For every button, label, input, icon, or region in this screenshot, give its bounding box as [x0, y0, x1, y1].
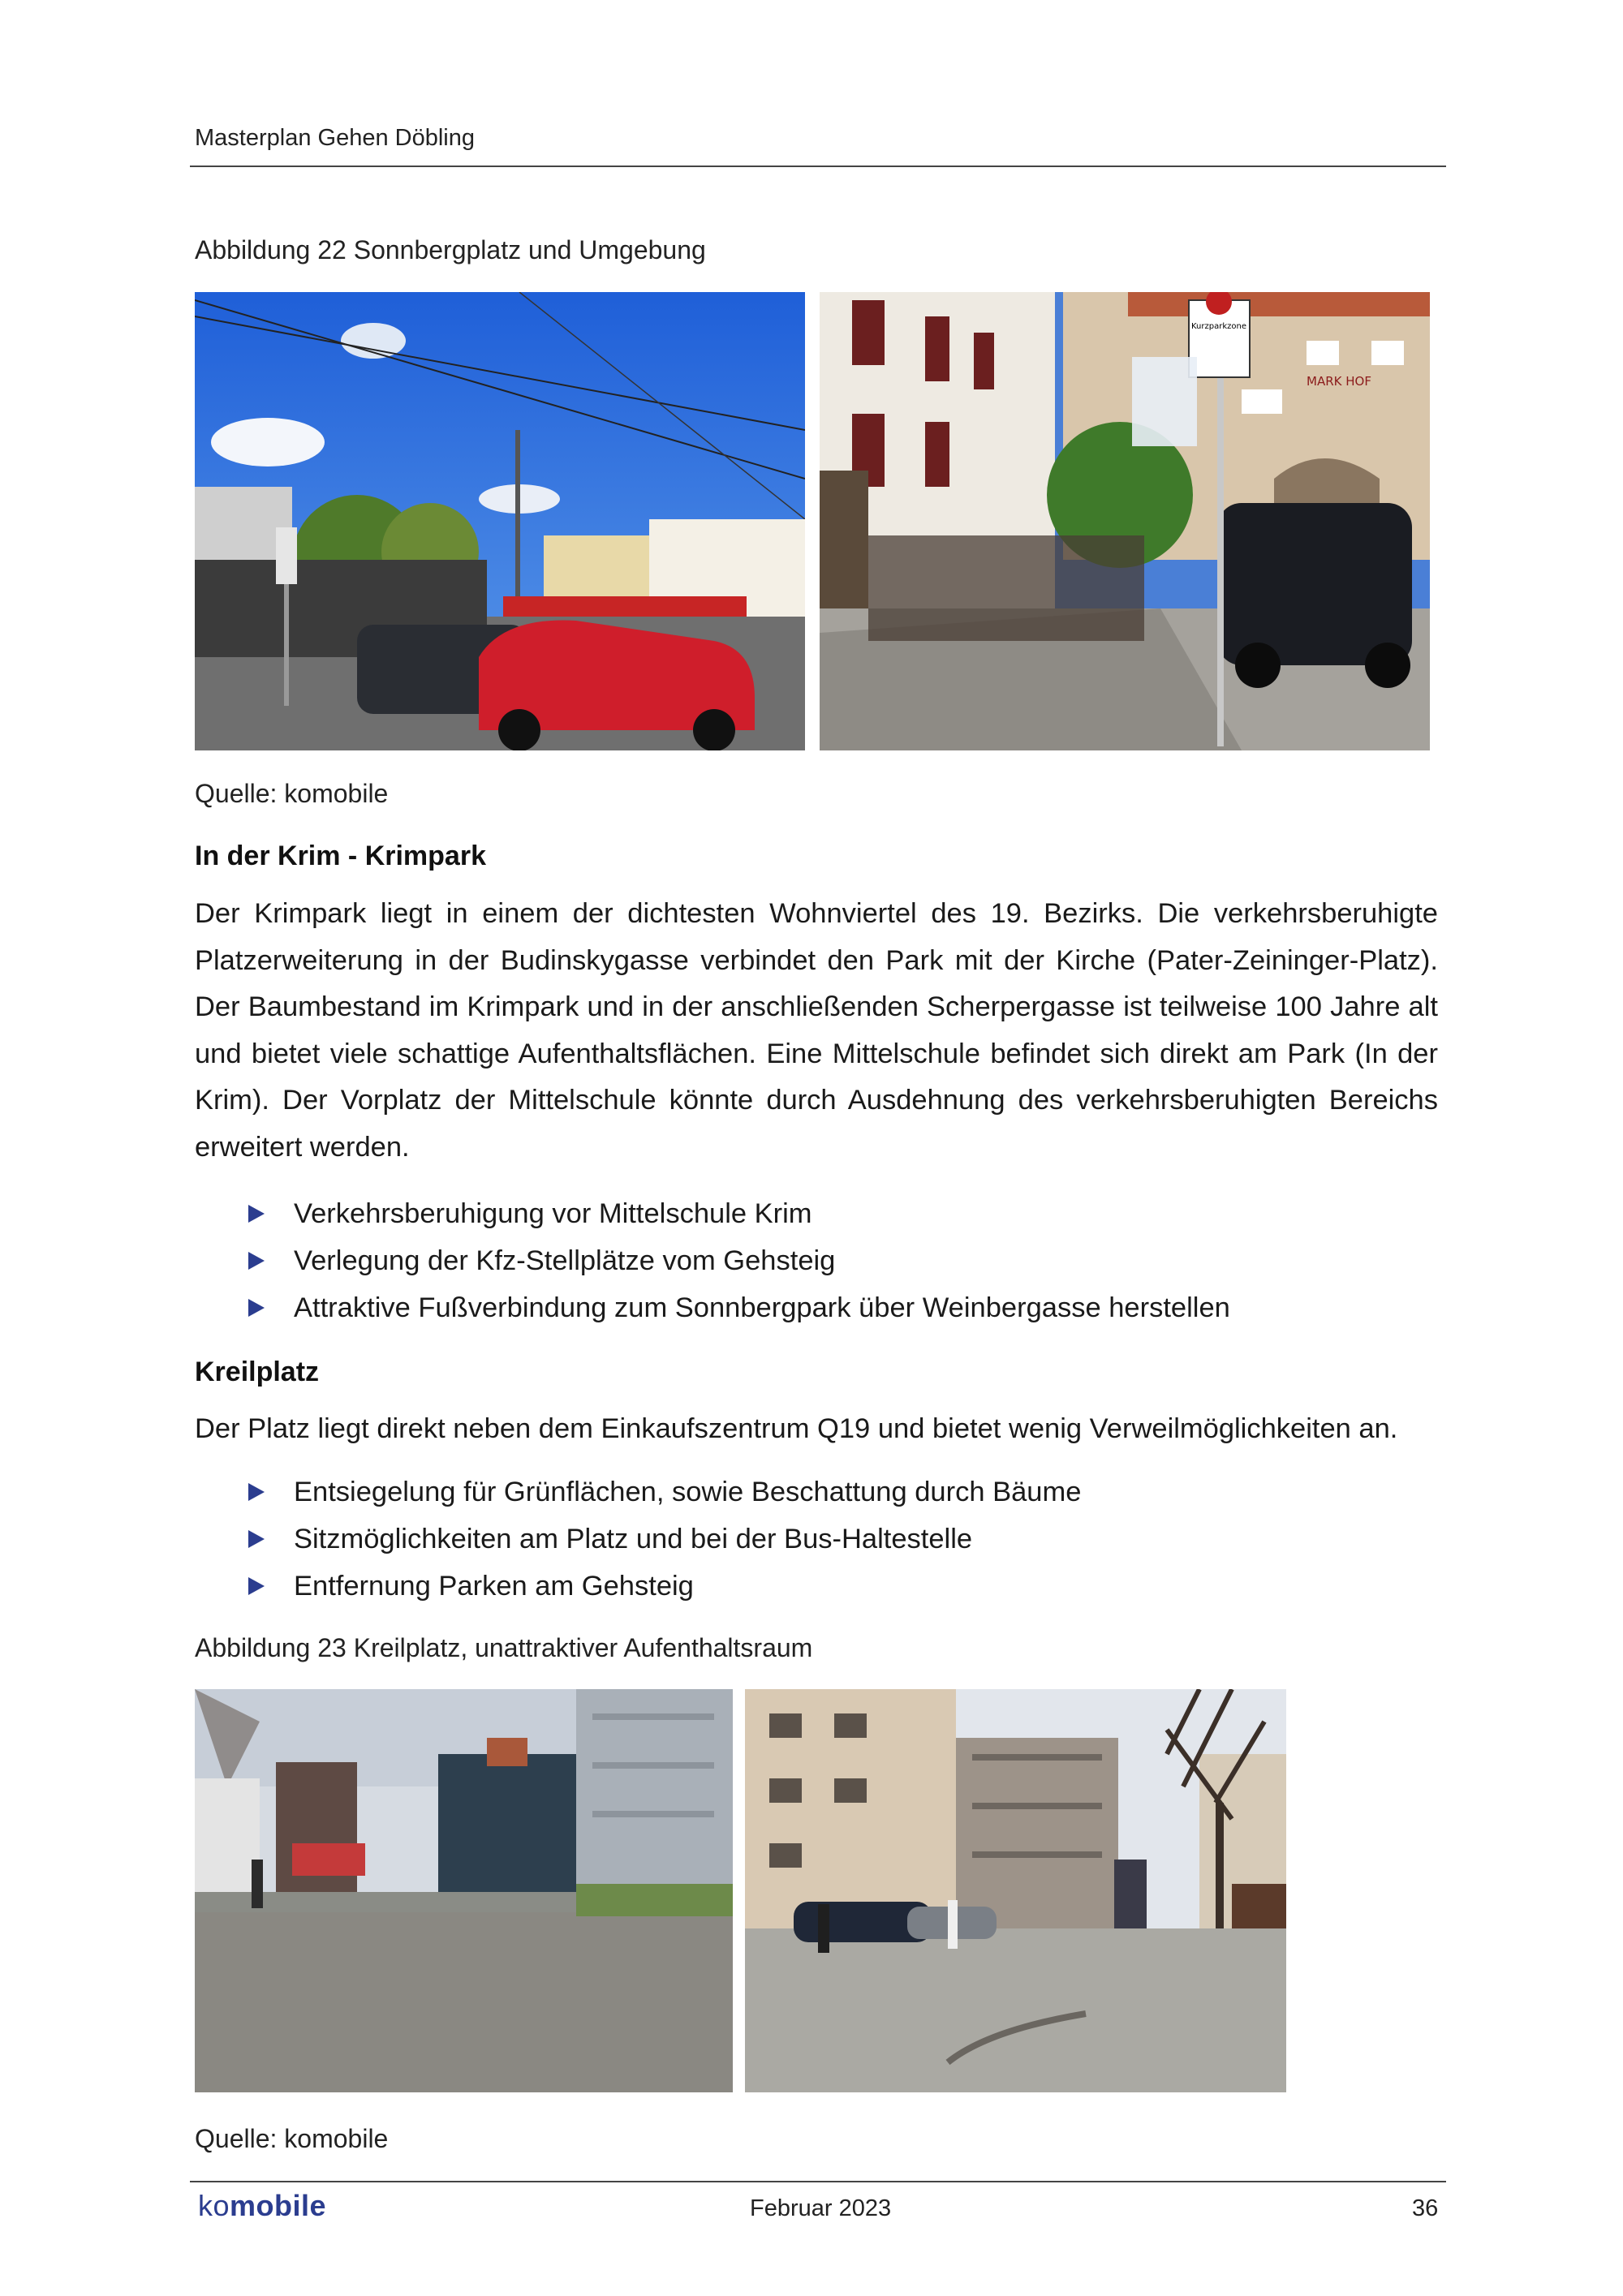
kreilplatz-street-photo — [745, 1689, 1286, 2092]
komobile-logo: komobile — [198, 2189, 327, 2222]
list-item: Attraktive Fußverbindung zum Sonnbergpark über Weinbergasse herstellen — [248, 1284, 1230, 1331]
section-heading-krim: In der Krim - Krimpark — [195, 841, 486, 871]
bullet-list-krim — [248, 1190, 1230, 1331]
section-heading-kreilplatz: Kreilplatz — [195, 1357, 320, 1387]
bullet-triangle-icon — [248, 1530, 265, 1548]
building-inscription: MARK HOF — [1307, 374, 1371, 389]
running-header: Masterplan Gehen Döbling — [195, 125, 475, 151]
sonnbergplatz-cafe-photo — [820, 292, 1430, 750]
bullet-list-kreilplatz — [248, 1468, 1081, 1610]
bullet-triangle-icon — [248, 1483, 265, 1501]
bullet-triangle-icon — [248, 1577, 265, 1595]
bullet-triangle-icon — [248, 1205, 265, 1223]
header-rule — [190, 166, 1446, 167]
figure-23-source: Quelle: komobile — [195, 2124, 389, 2153]
bullet-triangle-icon — [248, 1299, 265, 1317]
parking-sign-text: Kurzparkzone — [1191, 322, 1246, 331]
section-paragraph-kreilplatz: Der Platz liegt direkt neben dem Einkaufszentrum Q19 und bietet wenig Verweilmöglichkeiten an. — [195, 1413, 1398, 1444]
kreilplatz-mall-photo — [195, 1689, 733, 2092]
figure-22-caption: Abbildung 22 Sonnbergplatz und Umgebung — [195, 235, 706, 264]
sonnbergplatz-street-photo — [195, 292, 805, 750]
list-item: Entfernung Parken am Gehsteig — [248, 1563, 1081, 1610]
footer-date: Februar 2023 — [750, 2195, 892, 2221]
page-number: 36 — [1412, 2195, 1439, 2221]
list-item: Verkehrsberuhigung vor Mittelschule Krim — [248, 1190, 1230, 1237]
figure-23-caption: Abbildung 23 Kreilplatz, unattraktiver Aufenthaltsraum — [195, 1633, 813, 1662]
footer-rule — [190, 2181, 1446, 2182]
list-item: Entsiegelung für Grünflächen, sowie Beschattung durch Bäume — [248, 1468, 1081, 1516]
list-item: Verlegung der Kfz-Stellplätze vom Gehsteig — [248, 1237, 1230, 1284]
bullet-triangle-icon — [248, 1252, 265, 1270]
figure-22-source: Quelle: komobile — [195, 779, 389, 808]
list-item: Sitzmöglichkeiten am Platz und bei der Bus-Haltestelle — [248, 1516, 1081, 1563]
section-paragraph-krim: Der Krimpark liegt in einem der dichtesten Wohnviertel des 19. Bezirks. Die verkehrsberuhigte Platzerweiterung in der Budinskygasse verbindet den Park mit der Kirche (Pater-Zeininger-Platz). Der Baumbestand im Krimpark und in der anschließenden Scherpergasse ist teilweise 100 Jahre alt und bietet viele schattige Aufenthaltsflächen. Eine Mittelschule befindet sich direkt am Park (In der Krim). Der Vorplatz der Mittelschule könnte durch Ausdehnung des verkehrsberuhigten Bereichs erweitert werden. — [195, 898, 1438, 1163]
